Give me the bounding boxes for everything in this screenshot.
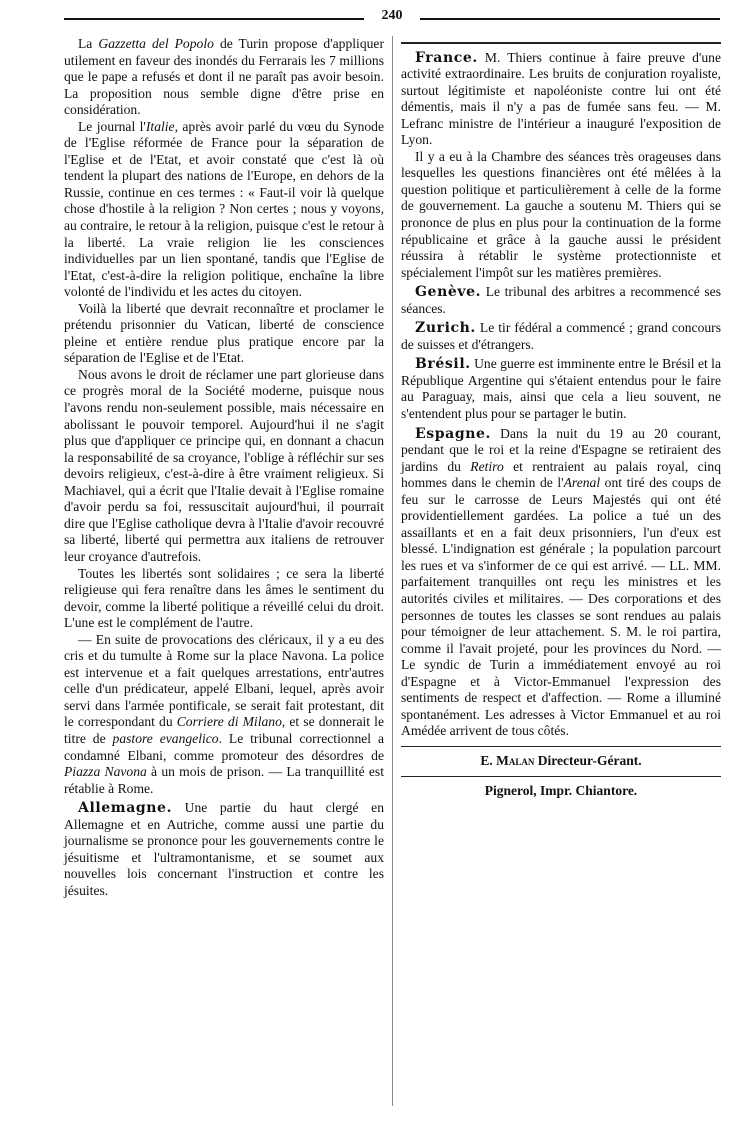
section-espagne <box>401 426 721 740</box>
text-span: — En suite de provocations des cléricaux, il y a eu des cris et du tumulte à Rome sur la place Navona. La police est intervenue et a fait quelques arrestations, entr'autres celle d'un prédicateur, appelé Elbani, lequel, après avoir servi dans l'armée pontificale, se serait fait protestant, dit le correspondant du <box>64 631 384 730</box>
section-divider <box>401 42 721 44</box>
section-text: et rentraient au palais royal, cinq hommes dans le chemin de l' <box>401 458 721 491</box>
section-text: Le tribunal des arbitres a recommencé ses séances. <box>401 284 721 316</box>
text-span: La <box>78 36 99 51</box>
italic-place: Retiro <box>470 458 504 474</box>
section-geneve <box>401 284 721 317</box>
right-column <box>401 36 721 800</box>
section-text: Le tir fédéral a commencé ; grand concours de suisses et d'étrangers. <box>401 320 721 352</box>
section-text: ont tiré des coups de feu sur le carrosse de Leurs Majestés qui ont été providentiellement gardées. La police a tué un des assaillants et en a fait deux prisonniers, l'un d'eux est blessé. L'indignation est générale ; la population parcourt les rues et va s'informer de ce qui est arrivé. — LL. MM. parfaitement tranquilles ont reçu les ministres et les autorités civiles et militaires. — Des corporations et des personnes de toutes les classes se sont rendues au palais pour témoigner de leur attachement. S. M. le roi partira, comme il l'avait projeté, pour les provinces du Nord. — Le syndic de Turin a immédiatement envoyé au roi d'Espagne et à Victor-Emmanuel l'expression des sentiments de respect et d'affection. — Rome a illuminé spontanément. Les adresses à Victor Emmanuel et au roi Amédée arrivent de tous côtés. <box>401 475 721 739</box>
text-span: . Le tribunal correctionnel a condamné Elbani, comme promoteur des désordres de <box>64 730 384 763</box>
editor-title: Directeur-Gérant. <box>534 753 642 769</box>
newspaper-title: Gazzetta del Popolo <box>98 36 214 51</box>
text-span: Le journal l' <box>78 118 146 134</box>
printer-line: Pignerol, Impr. Chiantore. <box>484 783 638 799</box>
section-title-geneve: Genève. <box>415 284 482 301</box>
section-title-france: France. <box>415 49 478 66</box>
signature <box>401 753 721 770</box>
italic-place: Piazza Navona <box>64 764 147 780</box>
section-text: Dans la nuit du 19 au 20 courant, pendant que le roi et la reine d'Espagne se retiraient des jardins du <box>401 425 721 474</box>
section-text: M. Thiers continue à faire preuve d'une activité extraordinaire. Les bruits de conjuration royaliste, surtout légitimiste et napoléoniste contre lui ont été démentis, mais il n'y a pas de fumée sans feu. — M. Lefranc ministre de l'intérieur a inauguré l'exposition de Lyon. <box>401 49 721 148</box>
paragraph-liberte: Voilà la liberté que devrait reconnaître et proclamer le prétendu prisonnier du Vatican, liberté de conscience pleine et entière rendue plus pratique encore par la séparation de l'Eglise et de l'Etat. <box>64 300 384 366</box>
text-span: , et se donnerait le titre de <box>64 714 384 746</box>
paragraph-droit: Nous avons le droit de réclamer une part glorieuse dans ce progrès moral de la Société moderne, puisque nous l'avons rendu non-seulement possible, mais nécessaire en abolissant le pouvoir temporel. Aujourd'hui il ne s'agit plus que d'appliquer ce principe qui, en donnant a chacun la responsabilité de sa croyance, l'oblige à réfléchir sur ses devoirs religieux, c'est-à-dire à être vraiment religieux. Si Machiavel, qui a écrit que l'Italie devait à l'Eglise romaine d'avoir perdu sa foi, ressuscitait aujourd'hui, il pourrait dire que l'Eglise catholique devra à l'Italie d'avoir recouvré sa liberté, liberté qui permettra aux italiens de retrouver leur croyance d'autrefois. <box>64 366 384 564</box>
newspaper-title: Corriere di Milano <box>176 714 282 730</box>
section-title-bresil: Brésil. <box>415 356 471 373</box>
signature-divider <box>401 746 721 748</box>
text-span: de Turin propose d'appliquer utilement en faveur des inondés du Ferrarais les 7 millions que le pape a refusés et dont il ne paraît pas avoir besoin. La proposition nous semble digne d'être prise en considération. <box>64 36 384 118</box>
section-title-espagne: Espagne. <box>415 425 491 442</box>
printer-divider <box>401 776 721 778</box>
column-divider <box>392 36 393 1106</box>
section-text: Une partie du haut clergé en Allemagne et en Autriche, comme aussi une partie du journalisme se prononce pour les gouvernements contre le jésuitisme et l'ultramontanisme, et se soumet aux nouvelles lois concernant l'instruction et contre les jésuites. <box>64 800 384 898</box>
page-header <box>64 8 720 26</box>
header-rule-left <box>64 18 364 20</box>
section-title-zurich: Zurich. <box>415 320 476 337</box>
paragraph-italie <box>64 119 384 301</box>
editor-name: E. Malan <box>480 753 535 769</box>
italic-place: Arenal <box>563 475 601 491</box>
header-rule-right <box>420 18 720 20</box>
text-span: , après avoir parlé du vœu du Synode de l'Eglise réformée de France pour la séparation de l'Eglise et de l'Etat, et avoir constaté que c'est là où tendent la plupart des nations de l'Europe, en dehors de la Russie, continue en ces termes : « Faut-il voir là quelque chose d'hostile à la religion ? Non certes ; nous y voyons, au contraire, le retour à la religion, puisque c'est le retour à la liberté. La vraie religion lie les consciences individuelles par un lien spontané, tandis que l'Eglise de l'Etat, c'est-à-dire la religion politique, enchaîne la libre volonté de l'individu et les actes du citoyen. <box>64 118 384 300</box>
section-text: Une guerre est imminente entre le Brésil et la République Argentine qui s'étaient entendus pour le faire au Paraguay, mais, ainsi que cela a lieu souvent, ne s'entendent plus pour se partager le butin. <box>401 356 721 421</box>
text-span: à un mois de prison. — La tranquillité est rétablie à Rome. <box>64 764 384 796</box>
italic-term: pastore evangelico <box>112 730 219 746</box>
section-allemagne <box>64 800 384 899</box>
section-france <box>401 50 721 149</box>
paragraph-gazzetta <box>64 36 384 119</box>
section-title-allemagne: Allemagne. <box>78 800 173 817</box>
paragraph-rome <box>64 632 384 797</box>
page-number: 240 <box>381 8 403 23</box>
paragraph-solidaires: Toutes les libertés sont solidaires ; ce sera la liberté religieuse qui fera renaître dans les âmes le sentiment du devoir, comme la liberté politique a réveillé celui du droit. L'une est le complément de l'autre. <box>64 565 384 631</box>
paragraph-chambre: Il y a eu à la Chambre des séances très orageuses dans lesquelles les questions financières ont été mêlées à la question politique et particulièrement à celle de la forme de gouvernement. La gauche a soutenu M. Thiers qui se prononce de plus en plus pour la continuation de la forme républicaine et grâce à la gauche aussi le président réussira à rétablir le système protectionniste et spécialement l'impôt sur les matières premières. <box>401 148 721 280</box>
newspaper-title: Italie <box>145 118 175 134</box>
left-column <box>64 36 384 899</box>
section-zurich <box>401 320 721 353</box>
section-bresil <box>401 356 721 422</box>
